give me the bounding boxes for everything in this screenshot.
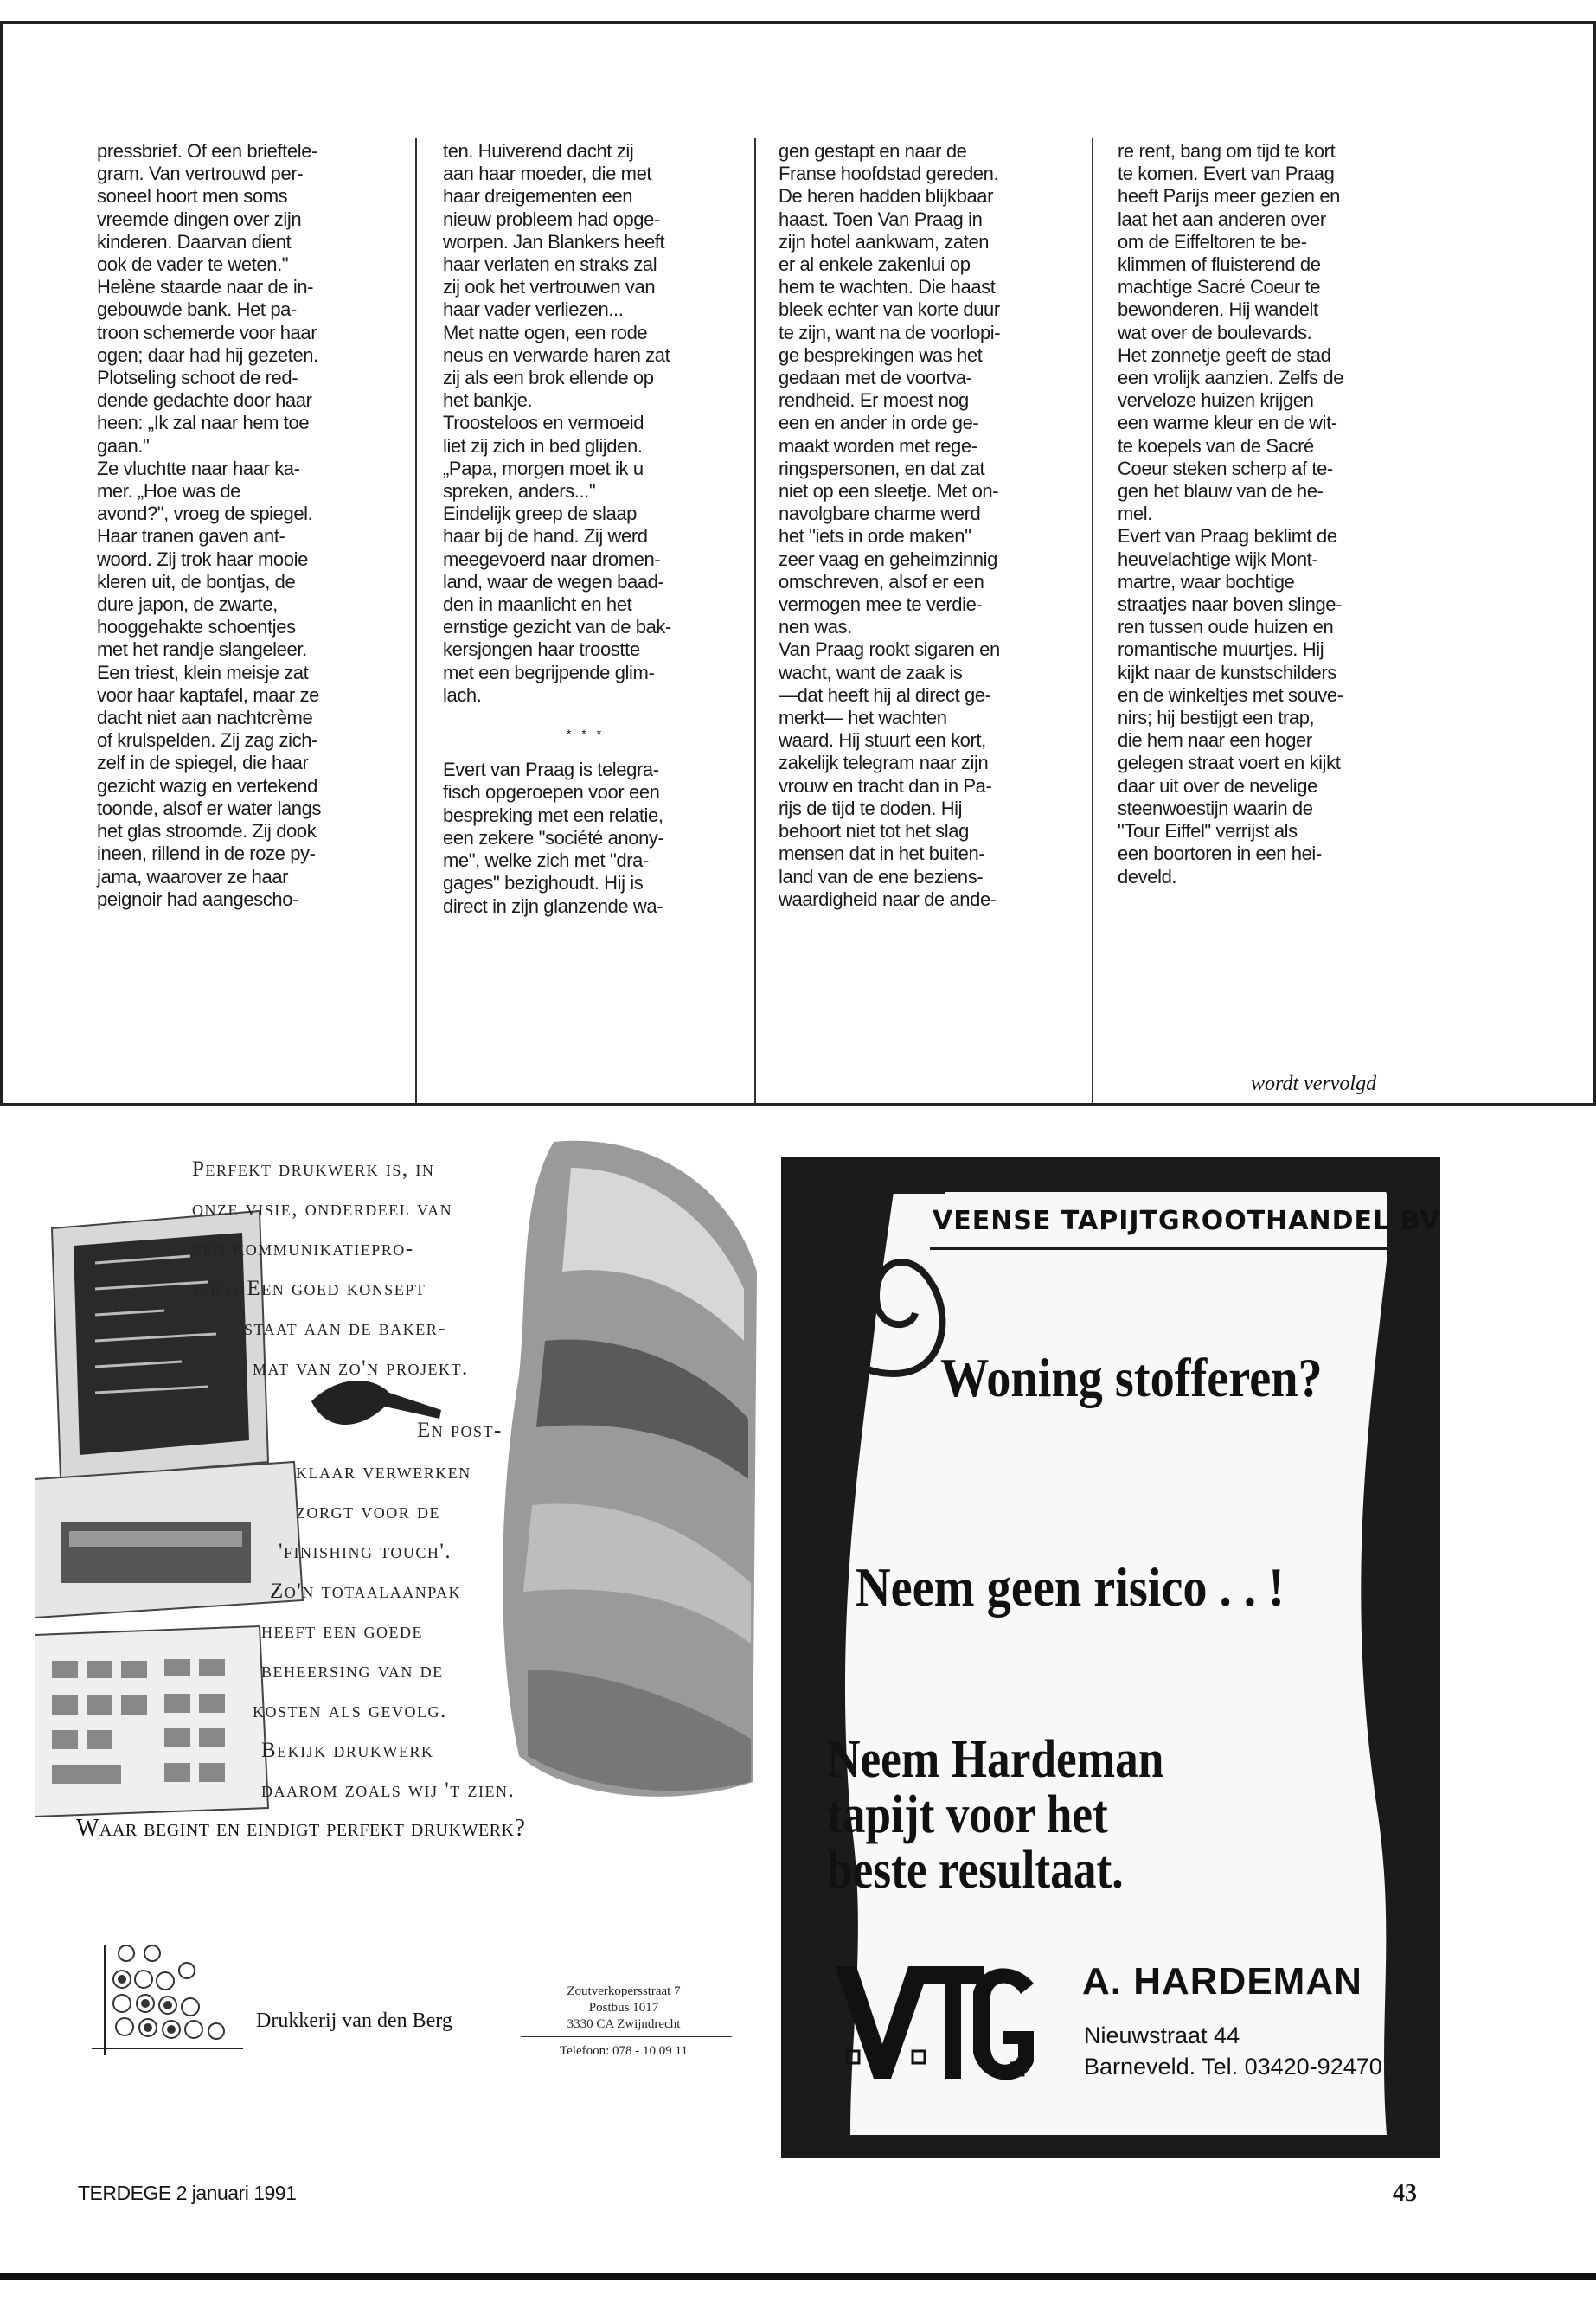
ad-copy-line: zorgt voor de: [296, 1500, 440, 1523]
text-line: omschreven, alsof er een: [779, 570, 984, 593]
text-line: er al enkele zakenlui op: [779, 253, 971, 276]
text-line: land, waar de wegen baad-: [443, 570, 664, 593]
text-line: Coeur steken scherp af te-: [1118, 457, 1333, 479]
text-line: jama, waarover ze haar: [97, 865, 289, 888]
text-line: haar dreigementen een: [443, 185, 633, 208]
text-line: Troosteloos en vermoeid: [443, 412, 644, 434]
ad-copy-line: jekt. Een goed konsept: [192, 1277, 426, 1300]
text-line: nirs; hij bestijgt een trap,: [1118, 707, 1315, 729]
vtg-logo: [826, 1949, 1042, 2087]
ad-copy-line: mat van zo'n projekt.: [253, 1356, 469, 1380]
text-line: haar bij de hand. Zij werd: [443, 525, 648, 548]
wholesaler-name: VEENSE TAPIJTGROOTHANDEL BV: [933, 1206, 1441, 1236]
continued-note: wordt vervolgd: [1251, 1073, 1377, 1095]
text-line: het bankje.: [443, 389, 533, 412]
ad-copy-line: Bekijk drukwerk: [261, 1739, 434, 1762]
text-line: meegevoerd naar dromen-: [443, 548, 661, 570]
text-line: me", welke zich met "dra-: [443, 849, 649, 872]
text-line: gen het blauw van de he-: [1118, 480, 1324, 503]
text-line: ook de vader te weten.": [97, 253, 289, 276]
text-line: ren tussen oude huizen en: [1118, 616, 1334, 638]
text-line: gedaan met de voortva-: [779, 367, 972, 389]
text-line: lach.: [443, 683, 482, 706]
text-line: behoort niet tot het slag: [779, 820, 969, 843]
page-right-rule: [1593, 21, 1596, 1106]
text-line: waardigheid naar de ande-: [779, 888, 997, 910]
text-line: dure japon, de zwarte,: [97, 593, 278, 616]
page-bottom-rule: [0, 2273, 1596, 2280]
text-line: develd.: [1118, 865, 1177, 888]
text-line: om de Eiffeltoren te be-: [1118, 230, 1307, 253]
text-line: gebouwde bank. Het pa-: [97, 298, 297, 321]
text-line: Eindelijk greep de slaap: [443, 503, 637, 525]
text-line: ernstige gezicht van de bak-: [443, 616, 671, 638]
text-line: het glas stroomde. Zij dook: [97, 820, 317, 843]
text-line: worpen. Jan Blankers heeft: [443, 230, 665, 253]
text-line: Evert van Praag beklimt de: [1118, 525, 1337, 548]
text-line: een vrolijk aanzien. Zelfs de: [1118, 367, 1344, 389]
page-number: 43: [1393, 2180, 1417, 2207]
ad-copy-line: heeft een goede: [261, 1619, 423, 1643]
text-line: daar uit over de nevelige: [1118, 774, 1317, 797]
printer-phone: Telefoon: 078 - 10 09 11: [560, 2044, 688, 2058]
page-left-rule: [0, 21, 3, 1106]
text-line: hooggehakte schoentjes: [97, 616, 296, 638]
text-line: wacht, want de zaak is: [779, 661, 963, 683]
printer-name: Drukkerij van den Berg: [256, 2009, 452, 2032]
text-line: kleren uit, de bontjas, de: [97, 570, 296, 593]
text-line: mensen dat in het buiten-: [779, 843, 985, 865]
text-line: ogen; daar had hij gezeten.: [97, 343, 318, 366]
title-rule: [930, 1247, 1388, 1250]
text-line: toonde, alsof er water langs: [97, 797, 322, 819]
text-line: voor haar kaptafel, maar ze: [97, 683, 320, 706]
printer-address: Zoutverkopersstraat 7 Postbus 1017 3330 CA Zwijndrecht: [567, 1984, 681, 2031]
headline-risico: Neem geen risico . . !: [856, 1556, 1285, 1618]
page-top-rule: [0, 21, 1596, 24]
text-line: spreken, anders...": [443, 480, 596, 503]
text-line: troon schemerde voor haar: [97, 321, 317, 343]
column-divider: [415, 138, 417, 1103]
text-line: bewonderen. Hij wandelt: [1118, 298, 1318, 321]
issue-date: TERDEGE 2 januari 1991: [78, 2182, 297, 2204]
text-line: machtige Sacré Coeur te: [1118, 276, 1321, 298]
text-line: Het zonnetje geeft de stad: [1118, 343, 1331, 366]
company-name: A. HARDEMAN: [1082, 1960, 1362, 2003]
text-line: kersjongen haar troostte: [443, 638, 640, 661]
text-line: zij als een brok ellende op: [443, 367, 654, 389]
text-line: De heren hadden blijkbaar: [779, 185, 994, 208]
text-line: romantische muurtjes. Hij: [1118, 638, 1324, 661]
text-line: een boortoren in een hei-: [1118, 843, 1322, 865]
ad-copy-line: daarom zoals wij 't zien.: [261, 1779, 516, 1802]
text-line: heuvelachtige wijk Mont-: [1118, 548, 1318, 570]
text-line: haar verlaten en straks zal: [443, 253, 657, 276]
printing-ad-tagline: Waar begint en eindigt perfekt drukwerk?: [76, 1815, 526, 1842]
article-column-2: [443, 140, 728, 918]
text-line: ringspersonen, en dat zat: [779, 457, 985, 479]
text-line: Een triest, klein meisje zat: [97, 661, 309, 683]
text-line: ge besprekingen was het: [779, 343, 983, 366]
text-line: navolgbare charme werd: [779, 503, 981, 525]
text-line: bespreking met een relatie,: [443, 804, 663, 826]
text-line: zij ook het vertrouwen van: [443, 276, 656, 298]
text-line: mel.: [1118, 503, 1152, 525]
text-line: land van de ene beziens-: [779, 865, 984, 888]
text-line: kinderen. Daarvan dient: [97, 230, 292, 253]
text-line: woord. Zij trok haar mooie: [97, 548, 308, 570]
text-line: pressbrief. Of een brieftele-: [97, 140, 317, 162]
text-line: mer. „Hoe was de: [97, 480, 241, 503]
text-line: vrouw en tracht dan in Pa-: [779, 774, 992, 797]
text-line: wat over de boulevards.: [1118, 321, 1312, 343]
text-line: met een begrijpende glim-: [443, 661, 655, 683]
text-line: aan haar moeder, die met: [443, 163, 652, 185]
ad-copy-line: een kommunikatiepro-: [192, 1237, 414, 1260]
text-line: een zekere "société anony-: [443, 826, 664, 849]
text-line: nen was.: [779, 616, 852, 638]
text-line: straatjes naar boven slinge-: [1118, 593, 1343, 616]
ad-copy-line: Zo'n totaalaanpak: [270, 1580, 462, 1603]
text-line: dende gedachte door haar: [97, 389, 312, 412]
section-break: * * *: [566, 727, 606, 741]
text-line: Evert van Praag is telegra-: [443, 759, 659, 781]
body-text: Neem Hardeman tapijt voor het beste resultaat.: [827, 1730, 1164, 1900]
text-line: merkt— het wachten: [779, 707, 947, 729]
text-line: ineen, rillend in de roze py-: [97, 843, 316, 865]
text-line: kijkt naar de kunstschilders: [1118, 661, 1336, 683]
carpet-ad: [781, 1157, 1440, 2158]
text-line: gages" bezighoudt. Hij is: [443, 872, 644, 894]
text-line: avond?", vroeg de spiegel.: [97, 503, 313, 525]
text-line: den in maanlicht en het: [443, 593, 632, 616]
text-line: heen: „Ik zal naar hem toe: [97, 412, 310, 434]
ad-copy-line: beheersing van de: [261, 1659, 444, 1682]
address-rule: [521, 2036, 732, 2037]
text-line: rendheid. Er moest nog: [779, 389, 969, 412]
article-column-3: [779, 140, 1073, 911]
ad-copy-line: staat aan de baker-: [244, 1317, 447, 1340]
text-line: bleek echter van korte duur: [779, 298, 1000, 321]
text-line: re rent, bang om tijd te kort: [1118, 140, 1336, 162]
text-line: te zijn, want na de voorlopi-: [779, 321, 1001, 343]
text-line: gaan.": [97, 434, 150, 457]
text-line: gram. Van vertrouwd per-: [97, 163, 304, 185]
text-line: gelegen straat voert en kijkt: [1118, 752, 1341, 774]
text-line: Franse hoofdstad gereden.: [779, 163, 999, 185]
text-line: Met natte ogen, een rode: [443, 321, 648, 343]
ad-copy-line: En post-: [417, 1419, 503, 1442]
text-line: haar vader verliezen...: [443, 298, 624, 321]
text-line: martre, waar bochtige: [1118, 570, 1295, 593]
text-line: vreemde dingen over zijn: [97, 208, 302, 230]
text-line: peignoir had aangescho-: [97, 888, 298, 910]
text-line: verveloze huizen krijgen: [1118, 389, 1314, 412]
text-line: Haar tranen gaven ant-: [97, 525, 285, 548]
ad-copy-line: Perfekt drukwerk is, in: [192, 1157, 435, 1181]
text-line: nieuw probleem had opge-: [443, 208, 660, 230]
vtg-logo-graphic: [826, 1949, 1042, 2087]
text-line: ten. Huiverend dacht zij: [443, 140, 634, 162]
text-line: een en ander in orde ge-: [779, 412, 979, 434]
text-line: zakelijk telegram naar zijn: [779, 752, 989, 774]
text-line: met het randje slangeleer.: [97, 638, 307, 661]
text-line: „Papa, morgen moet ik u: [443, 457, 644, 479]
text-line: en de winkeltjes met souve-: [1118, 683, 1343, 706]
ad-copy-line: onze visie, onderdeel van: [192, 1197, 453, 1221]
text-line: direct in zijn glanzende wa-: [443, 894, 663, 917]
text-line: een warme kleur en de wit-: [1118, 412, 1337, 434]
printer-logo: [83, 1927, 247, 2057]
text-line: zelf in de spiegel, die haar: [97, 752, 309, 774]
text-line: Plotseling schoot de red-: [97, 367, 298, 389]
text-line: het "iets in orde maken": [779, 525, 971, 548]
text-line: neus en verwarde haren zat: [443, 343, 670, 366]
text-line: heeft Parijs meer gezien en: [1118, 185, 1341, 208]
text-line: rijs de tijd te doden. Hij: [779, 797, 963, 819]
text-line: gezicht wazig en vertekend: [97, 774, 317, 797]
text-line: soneel hoort men soms: [97, 185, 288, 208]
column-divider: [1092, 138, 1093, 1103]
text-line: hem te wachten. Die haast: [779, 276, 996, 298]
text-line: Ze vluchtte naar haar ka-: [97, 457, 300, 479]
ad-copy-line: kosten als gevolg.: [253, 1699, 447, 1722]
text-line: vermogen mee te verdie-: [779, 593, 983, 616]
text-line: te koepels van de Sacré: [1118, 434, 1314, 457]
text-line: klimmen of fluisterend de: [1118, 253, 1321, 276]
text-line: liet zij zich in bed glijden.: [443, 434, 643, 457]
article-column-4: [1118, 140, 1429, 888]
article-column-1: [97, 140, 382, 911]
text-line: of krulspelden. Zij zag zich-: [97, 729, 317, 752]
text-line: waard. Hij stuurt een kort,: [779, 729, 986, 752]
text-line: dacht niet aan nachtcrème: [97, 707, 313, 729]
text-line: —dat heeft hij al direct ge-: [779, 683, 991, 706]
text-line: gen gestapt en naar de: [779, 140, 967, 162]
text-line: Helène staarde naar de in-: [97, 276, 314, 298]
text-line: maakt worden met rege-: [779, 434, 977, 457]
text-line: die hem naar een hoger: [1118, 729, 1312, 752]
text-line: fisch opgeroepen voor een: [443, 781, 660, 804]
ad-copy-line: 'finishing touch'.: [279, 1540, 452, 1563]
headline-stofferen: Woning stofferen?: [940, 1347, 1323, 1408]
text-line: laat het aan anderen over: [1118, 208, 1326, 230]
company-city-phone: Barneveld. Tel. 03420-92470: [1084, 2054, 1382, 2080]
section-divider: [0, 1103, 1596, 1106]
text-line: steenwoestijn waarin de: [1118, 797, 1313, 819]
text-line: "Tour Eiffel" verrijst als: [1118, 820, 1298, 843]
ad-copy-line: klaar verwerken: [296, 1460, 471, 1484]
company-street: Nieuwstraat 44: [1084, 2022, 1240, 2048]
text-line: niet op een sleetje. Met on-: [779, 480, 999, 503]
text-line: haast. Toen Van Praag in: [779, 208, 983, 230]
text-line: zijn hotel aankwam, zaten: [779, 230, 990, 253]
text-line: Van Praag rookt sigaren en: [779, 638, 1000, 661]
text-line: zeer vaag en geheimzinnig: [779, 548, 997, 570]
text-line: te komen. Evert van Praag: [1118, 163, 1335, 185]
column-divider: [754, 138, 756, 1103]
